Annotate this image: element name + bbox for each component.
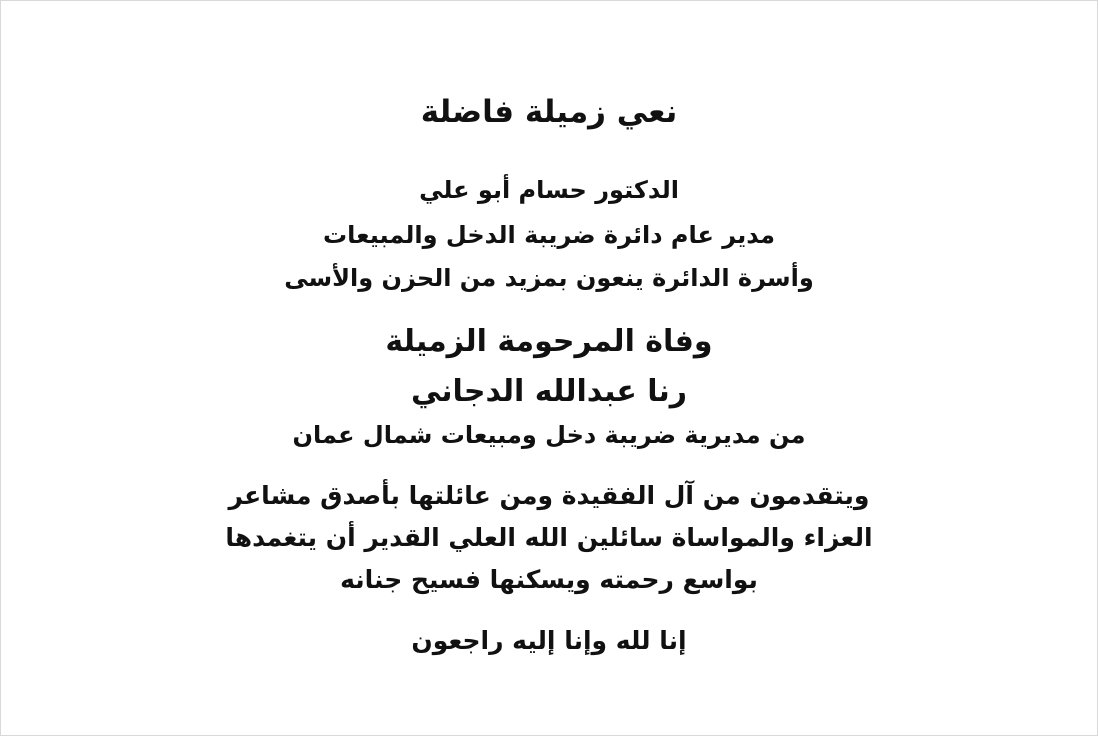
issuer-name: الدكتور حسام أبو علي bbox=[419, 176, 679, 204]
deceased-department: من مديرية ضريبة دخل ومبيعات شمال عمان bbox=[292, 421, 806, 449]
issuer-position: مدير عام دائرة ضريبة الدخل والمبيعات bbox=[323, 221, 775, 249]
closing-verse: إنا لله وإنا إليه راجعون bbox=[411, 626, 687, 655]
condolence-line-3: بواسع رحمته ويسكنها فسيح جنانه bbox=[340, 565, 758, 594]
deceased-name: رنا عبدالله الدجاني bbox=[410, 374, 688, 409]
notice-title: نعي زميلة فاضلة bbox=[420, 94, 678, 130]
issuer-statement: وأسرة الدائرة ينعون بمزيد من الحزن والأسى bbox=[284, 264, 814, 292]
condolence-line-1: ويتقدمون من آل الفقيدة ومن عائلتها بأصدق مشاعر bbox=[228, 481, 870, 510]
condolence-line-2: العزاء والمواساة سائلين الله العلي القدير أن يتغمدها bbox=[225, 523, 873, 552]
deceased-heading: وفاة المرحومة الزميلة bbox=[385, 324, 713, 359]
